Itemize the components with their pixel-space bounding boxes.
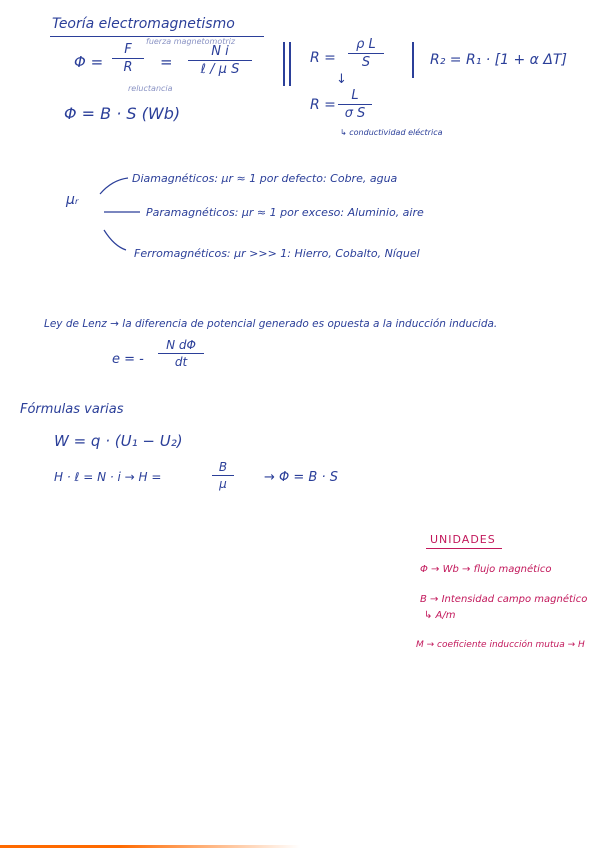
fraction-denominator: R xyxy=(123,60,133,75)
unidades-underline xyxy=(426,548,502,549)
fraction-emf xyxy=(158,338,204,369)
unidades-title: UNIDADES xyxy=(430,533,496,546)
equals-sign: = xyxy=(160,53,173,71)
lenz-law: Ley de Lenz → la diferencia de potencial generado es opuesta a la inducción inducida. xyxy=(44,318,498,330)
resistance-label-2: R = xyxy=(310,97,336,113)
fraction-denominator: σ S xyxy=(344,106,366,121)
conductividad-note: ↳ conductividad eléctrica xyxy=(340,128,443,137)
mu-item-diamagnetic: Diamagnéticos: μr ≈ 1 por defecto: Cobre, agua xyxy=(132,172,398,185)
fraction-denominator: S xyxy=(361,55,371,70)
mu-item-ferromagnetic: Ferromagnéticos: μr >>> 1: Hierro, Cobalto, Níquel xyxy=(134,247,420,260)
mu-symbol: μᵣ xyxy=(66,192,79,208)
fraction-b-mu xyxy=(212,460,234,491)
fraction-numerator: B xyxy=(218,460,228,474)
fraction-denominator: dt xyxy=(174,355,188,369)
unidad-inductancia: M → coeficiente inducción mutua → H xyxy=(416,640,585,650)
unidad-campo: B → Intensidad campo magnético xyxy=(420,594,588,605)
flux-equation: Φ = B · S (Wb) xyxy=(64,104,181,123)
fraction-numerator: N dΦ xyxy=(166,338,196,352)
unidad-flujo: Φ → Wb → flujo magnético xyxy=(420,564,552,575)
note-reluctancia: reluctancia xyxy=(128,84,173,93)
fraction-bar xyxy=(212,475,234,476)
page-title: Teoría electromagnetismo xyxy=(52,16,235,32)
temperature-formula: R₂ = R₁ · [1 + α ΔT] xyxy=(430,52,567,68)
h-equation: H · ℓ = N · i → H = xyxy=(54,470,162,484)
resistance-label: R = xyxy=(310,50,336,66)
down-arrow: ↓ xyxy=(336,72,347,87)
mu-item-paramagnetic: Paramagnéticos: μr ≈ 1 por exceso: Aluminio, aire xyxy=(146,206,424,219)
unidad-am: ↳ A/m xyxy=(424,610,456,621)
phi-label: Φ = xyxy=(74,53,104,71)
phi-equation: → Φ = B · S xyxy=(264,470,338,485)
fraction-numerator: N i xyxy=(211,44,229,59)
fraction-numerator: ρ L xyxy=(356,37,376,52)
fraction-numerator: F xyxy=(124,42,132,57)
work-equation: W = q · (U₁ − U₂) xyxy=(54,432,183,450)
fraction-bar xyxy=(158,353,204,354)
emf-label: e = - xyxy=(112,352,144,367)
fraction-numerator: L xyxy=(351,88,359,103)
formulas-title: Fórmulas varias xyxy=(20,402,124,417)
fraction-denominator: μ xyxy=(219,477,227,491)
note-fuerza: fuerza magnetomotriz xyxy=(146,37,236,46)
fraction-denominator: ℓ / μ S xyxy=(200,62,240,77)
